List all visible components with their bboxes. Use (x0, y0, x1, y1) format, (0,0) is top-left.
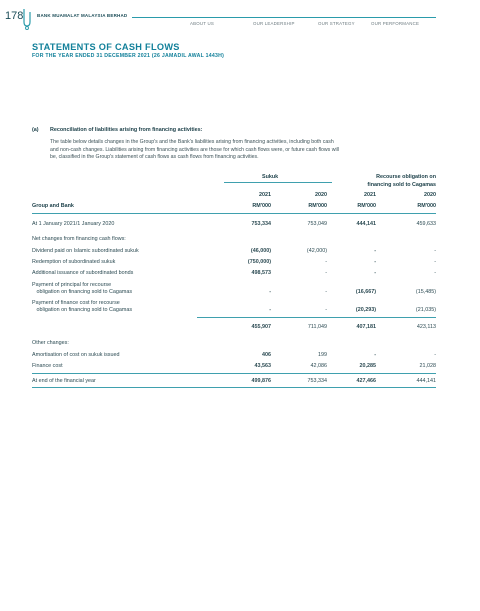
sukuk-group-heading: Sukuk (262, 174, 279, 180)
section-heading-text: Reconciliation of liabilities arising from financing activities: (50, 127, 203, 133)
intro-line: The table below details changes in the Group's and the Bank's liabilities arising from financing activities, including both cash (50, 139, 334, 145)
total-value: 753,334 (307, 378, 327, 384)
row-label: Redemption of subordinated sukuk (32, 259, 116, 265)
total-rule-bottom (32, 387, 436, 388)
page-number: 178 (5, 10, 24, 22)
cell-value: 444,141 (356, 221, 376, 227)
cell-value: 498,573 (251, 270, 271, 276)
row-label: Amortisation of cost on sukuk issued (32, 352, 120, 358)
row-label: Other changes: (32, 340, 69, 346)
cell-value: 43,563 (254, 363, 271, 369)
reconciliation-table (32, 174, 436, 400)
cell-value: 42,086 (310, 363, 327, 369)
total-value: 427,466 (356, 378, 376, 384)
intro-line: and non-cash changes. Liabilities arising from financing activities are those for which cash flows were, or future cash flows will (50, 146, 339, 153)
cell-value: 753,049 (307, 221, 327, 227)
unit-header: RM'000 (308, 203, 327, 209)
nav-our-performance[interactable]: OUR PERFORMANCE (371, 21, 420, 26)
cell-value: 199 (318, 352, 327, 358)
subtotal-value: 407,181 (356, 324, 376, 330)
cell-value: - (374, 259, 376, 265)
row-label: At end of the financial year (32, 378, 96, 384)
subtotal-value: 455,907 (251, 324, 271, 330)
subtotal-value: 423,113 (416, 324, 436, 330)
cell-value: 753,334 (251, 221, 271, 227)
cell-value: (20,293) (355, 307, 376, 313)
cell-value: - (434, 270, 436, 276)
nav-about-us[interactable]: ABOUT US (190, 21, 214, 26)
year-header: 2021 (259, 192, 271, 198)
row-label: Dividend paid on Islamic subordinated sukuk (32, 248, 139, 254)
header-rule (132, 17, 436, 18)
row-label: At 1 January 2021/1 January 2020 (32, 221, 115, 227)
cell-value: - (325, 289, 327, 295)
cell-value: - (269, 307, 271, 313)
row-label: Payment of principal for recourse (32, 282, 112, 288)
cell-value: - (434, 352, 436, 358)
cell-value: - (374, 352, 376, 358)
row-label: Payment of finance cost for recourse (32, 300, 120, 306)
cell-value: - (434, 248, 436, 254)
total-value: 444,141 (416, 378, 436, 384)
intro-line: be, classified in the Group's statement of cash flows as cash flows from financing activities. (50, 154, 259, 161)
cell-value: 406 (262, 352, 271, 358)
cell-value: (15,485) (415, 289, 436, 295)
row-label: Net changes from financing cash flows: (32, 236, 126, 242)
year-header: 2020 (315, 192, 327, 198)
intro-paragraph (50, 139, 438, 162)
cell-value: - (269, 289, 271, 295)
row-label: obligation on financing sold to Cagamas (32, 307, 133, 313)
cell-value: - (325, 307, 327, 313)
cell-value: - (434, 259, 436, 265)
header-rule (32, 213, 436, 214)
cell-value: - (374, 270, 376, 276)
cell-value: (750,000) (247, 259, 271, 265)
cell-value: 21,028 (419, 363, 436, 369)
bank-name: BANK MUAMALAT MALAYSIA BERHAD (37, 13, 128, 18)
unit-header: RM'000 (417, 203, 436, 209)
nav-our-leadership[interactable]: OUR LEADERSHIP (253, 21, 295, 26)
cell-value: (16,667) (355, 289, 376, 295)
subtotal-value: 711,049 (307, 324, 327, 330)
year-header: 2021 (364, 192, 376, 198)
unit-header: RM'000 (252, 203, 271, 209)
cell-value: - (325, 270, 327, 276)
bank-logo-icon (21, 8, 33, 30)
row-label: Finance cost (32, 363, 63, 369)
section-index: (a) (32, 127, 39, 133)
section-heading (32, 127, 202, 133)
page-title: STATEMENTS OF CASH FLOWS (32, 42, 180, 52)
cell-value: - (374, 248, 376, 254)
row-label: obligation on financing sold to Cagamas (32, 289, 133, 295)
recourse-group-heading-line2: financing sold to Cagamas (367, 182, 436, 188)
cell-value: 20,285 (359, 363, 376, 369)
cell-value: (42,000) (306, 248, 327, 254)
recourse-group-heading-line1: Recourse obligation on (376, 174, 436, 180)
page-header (0, 0, 480, 40)
row-label: Additional issuance of subordinated bonds (32, 270, 134, 276)
cell-value: (21,035) (415, 307, 436, 313)
total-value: 499,876 (251, 378, 271, 384)
year-header: 2020 (424, 192, 436, 198)
total-rule-top (32, 373, 436, 374)
subtotal-rule (197, 317, 436, 318)
unit-header: RM'000 (357, 203, 376, 209)
row-header: Group and Bank (32, 203, 74, 209)
page-subtitle: FOR THE YEAR ENDED 31 DECEMBER 2021 (26 JAMADIL AWAL 1443H) (32, 53, 225, 59)
nav-our-strategy[interactable]: OUR STRATEGY (318, 21, 355, 26)
cell-value: (46,000) (250, 248, 271, 254)
cell-value: 459,633 (416, 221, 436, 227)
sukuk-group-rule (224, 182, 332, 183)
cell-value: - (325, 259, 327, 265)
